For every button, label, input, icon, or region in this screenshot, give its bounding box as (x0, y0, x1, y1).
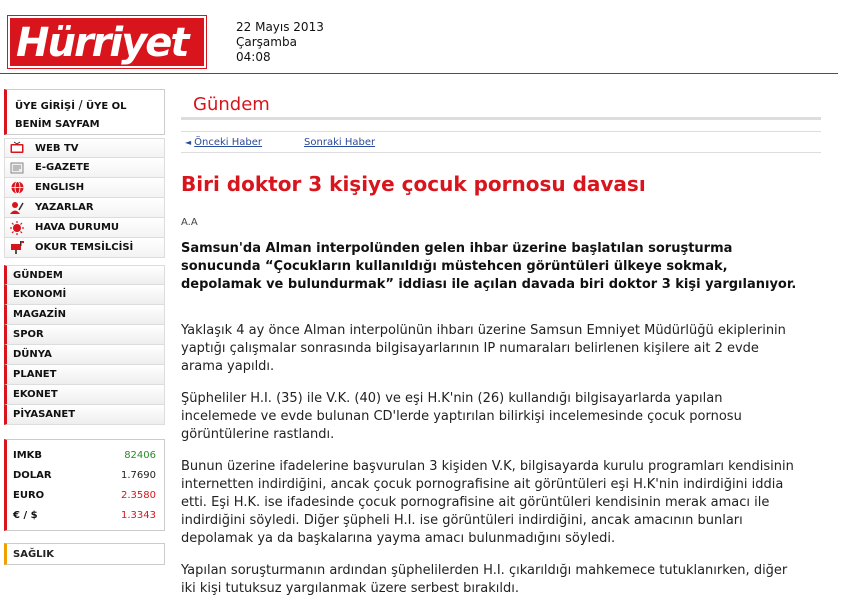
category-dunya[interactable]: DÜNYA (4, 345, 165, 365)
market-value: 2.3580 (121, 490, 156, 501)
login-box (4, 89, 165, 135)
left-sidebar (4, 89, 165, 565)
header-datetime (236, 20, 324, 65)
writer-icon (9, 201, 25, 215)
category-ekonet[interactable]: EKONET (4, 385, 165, 405)
category-spor[interactable]: SPOR (4, 325, 165, 345)
article-source: A.A (181, 217, 198, 228)
next-article-link[interactable]: Sonraki Haber (304, 136, 376, 148)
globe-icon (9, 181, 25, 195)
article-paragraph: Yapılan soruşturmanın ardından şüphelilerden H.I. çıkarıldığı mahkemece tutuklanırken, diğer iki kişi tutuksuz yargılanmak üzere serbest bırakıldı. (181, 563, 788, 596)
article-paragraph: Bunun üzerine ifadelerine başvurulan 3 kişiden V.K, bilgisayarda kurulu programları kendisinin internetten indirdiğini, ancak çocuk pornografisine ait görüntüleri eşi H.K'nin indirdiğini iddia etti. Eşi H.K. ise ifadesinde çocuk pornografisine ait görüntüleri kendisinin merak amacı ile indirdiğini söyledi. Diğer şüpheli H.I. ise görüntüleri indirdiğini, ancak amacının bunları depolamak ya da başkalarına yayma amacı bulunmadığını söyledi. (181, 459, 794, 546)
category-gundem[interactable]: GÜNDEM (4, 265, 165, 285)
article-paragraph: Şüpheliler H.I. (35) ile V.K. (40) ve eşi H.K'nin (26) kullandığı bilgisayarlarda yapılan incelemede ve evde bulunan CD'lerde yaptırılan bilirkişi incelemesinde çocuk pornosu görüntülerine rastlandı. (181, 391, 742, 442)
my-page-link[interactable]: BENİM SAYFAM (15, 119, 100, 130)
market-name: € / $ (13, 510, 38, 521)
mailbox-icon (9, 241, 25, 255)
market-row[interactable] (13, 466, 156, 486)
service-label: HAVA DURUMU (35, 222, 120, 233)
signup-link[interactable]: ÜYE OL (85, 101, 127, 112)
article-lead: Samsun'da Alman interpolünden gelen ihbar üzerine başlatılan soruşturma sonucunda “Çocukların kullanıldığı müstehcen görüntüleri ülkeye sokmak, depolamak ve bulundurmak” iddiası ile açılan davada biri doktor 3 kişi yargılanıyor. (181, 241, 797, 292)
newspaper-icon (9, 161, 25, 175)
header-divider (0, 73, 838, 74)
market-row[interactable] (13, 446, 156, 466)
login-separator: / (78, 98, 83, 112)
market-name: EURO (13, 490, 45, 501)
market-value: 82406 (124, 450, 156, 461)
header-date: 22 Mayıs 2013 (236, 20, 324, 34)
category-ekonomi[interactable]: EKONOMİ (4, 285, 165, 305)
category-magazin[interactable]: MAGAZİN (4, 305, 165, 325)
market-value: 1.7690 (121, 470, 156, 481)
market-value: 1.3343 (121, 510, 156, 521)
article-nav (181, 131, 821, 153)
service-e-gazete[interactable] (4, 158, 165, 178)
category-saglik[interactable]: SAĞLIK (4, 543, 165, 565)
previous-article-link[interactable]: Önceki Haber (194, 136, 263, 148)
market-row[interactable] (13, 506, 156, 526)
service-okur-temsilcisi[interactable] (4, 238, 165, 258)
article-title: Biri doktor 3 kişiye çocuk pornosu davası (181, 172, 646, 196)
article-main (181, 89, 821, 598)
market-name: DOLAR (13, 470, 52, 481)
service-hava-durumu[interactable] (4, 218, 165, 238)
services-menu (4, 138, 165, 258)
category-menu (4, 265, 165, 425)
tv-icon (9, 141, 25, 155)
section-title: Gündem (181, 89, 821, 120)
header-weekday: Çarşamba (236, 35, 297, 49)
logo-text: Hürriyet (16, 20, 188, 66)
market-row[interactable] (13, 486, 156, 506)
category-planet[interactable]: PLANET (4, 365, 165, 385)
service-web-tv[interactable] (4, 138, 165, 158)
category-piyasanet[interactable]: PİYASANET (4, 405, 165, 425)
market-name: IMKB (13, 450, 43, 461)
service-label: WEB TV (35, 142, 79, 154)
sun-icon (9, 221, 25, 235)
chevron-left-icon: ◄ (185, 137, 192, 147)
header-time: 04:08 (236, 50, 271, 64)
login-link[interactable]: ÜYE GİRİŞİ (15, 101, 75, 112)
hurriyet-logo[interactable] (8, 16, 206, 68)
service-english[interactable] (4, 178, 165, 198)
service-label: OKUR TEMSİLCİSİ (35, 242, 134, 253)
service-yazarlar[interactable] (4, 198, 165, 218)
market-box (4, 439, 165, 531)
service-label: E-GAZETE (35, 162, 90, 173)
service-label: ENGLISH (35, 182, 85, 193)
article-paragraph: Yaklaşık 4 ay önce Alman interpolünün ihbarı üzerine Samsun Emniyet Müdürlüğü ekiplerinin yaptığı çalışmalar sonrasında bilgisayarlarının IP numaraları belirlenen kişilere ait 2 evde arama yapıldı. (181, 323, 786, 374)
service-label: YAZARLAR (35, 202, 94, 213)
